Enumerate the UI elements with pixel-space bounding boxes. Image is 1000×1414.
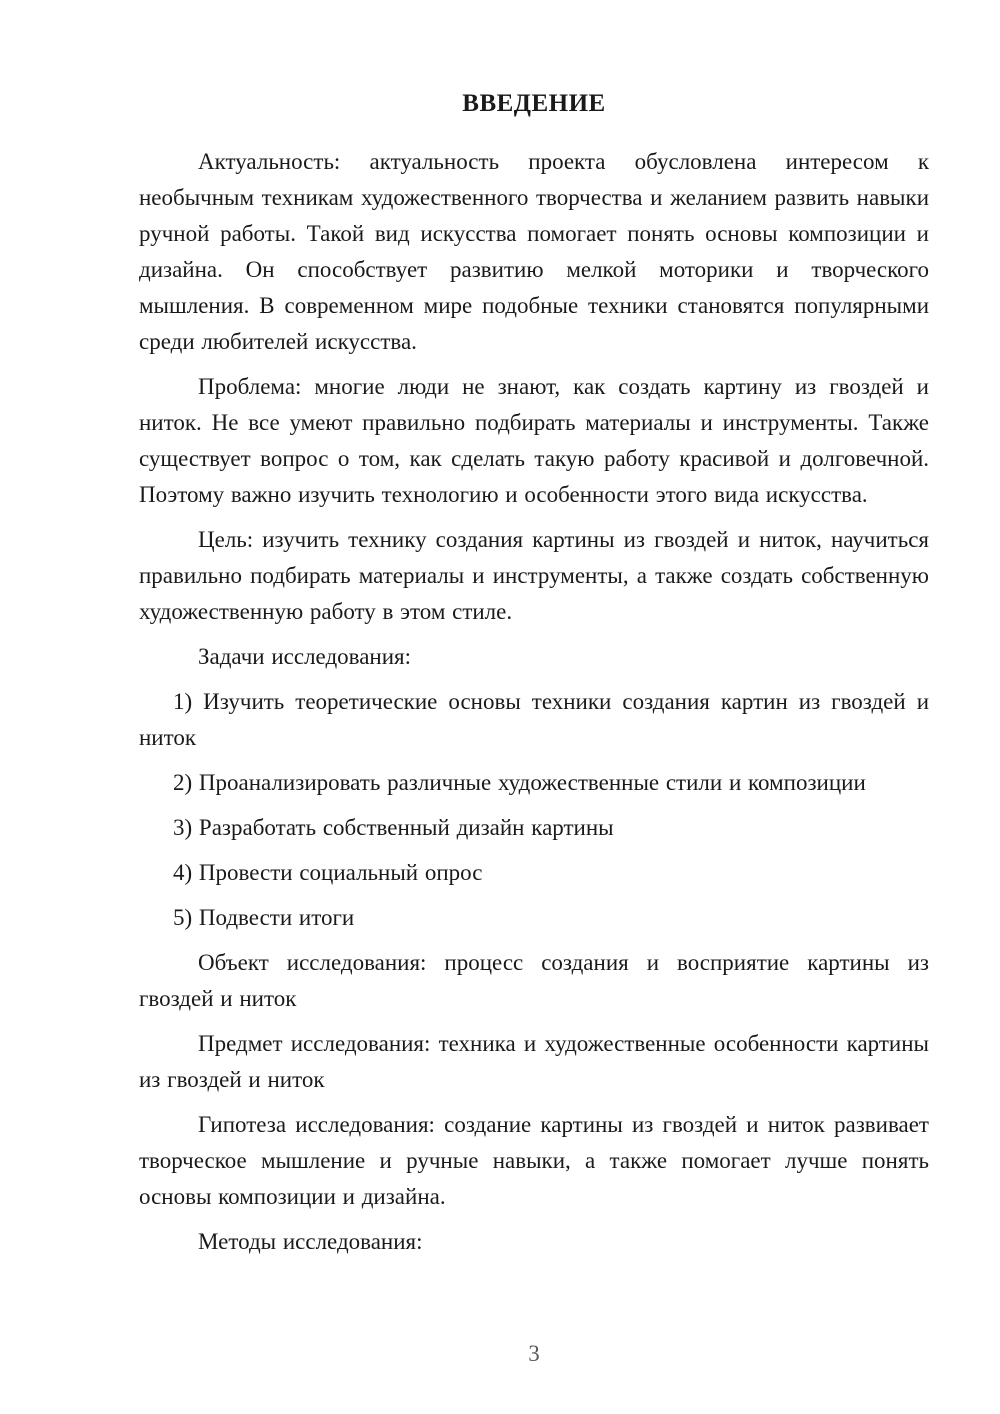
paragraph-goal: Цель: изучить технику создания картины из гвоздей и ниток, научиться правильно подбирать материалы и инструменты, а также создать собственную художественную работу в этом стиле. <box>139 527 929 624</box>
task-item-2: 2) Проанализировать различные художественные стили и композиции <box>173 770 866 795</box>
paragraph-object: Объект исследования: процесс создания и восприятие картины из гвоздей и ниток <box>139 950 929 1011</box>
page-title: ВВЕДЕНИЕ <box>462 90 606 117</box>
task-item-1: 1) Изучить теоретические основы техники создания картин из гвоздей и ниток <box>139 689 929 750</box>
paragraph-methods-heading: Методы исследования: <box>198 1229 423 1254</box>
task-item-3: 3) Разработать собственный дизайн картины <box>173 815 614 840</box>
paragraph-tasks-heading: Задачи исследования: <box>198 644 412 669</box>
page-number: 3 <box>528 1341 540 1366</box>
paragraph-relevance: Актуальность: актуальность проекта обусловлена интересом к необычным техникам художественного творчества и желанием развить навыки ручной работы. Такой вид искусства помогает понять основы композиции и дизайна. Он способствует развитию мелкой моторики и творческого мышления. В современном мире подобные техники становятся популярными среди любителей искусства. <box>139 149 929 354</box>
task-item-5: 5) Подвести итоги <box>173 905 355 930</box>
paragraph-subject: Предмет исследования: техника и художественные особенности картины из гвоздей и ниток <box>139 1031 929 1092</box>
paragraph-hypothesis: Гипотеза исследования: создание картины из гвоздей и ниток развивает творческое мышление и ручные навыки, а также помогает лучше понять основы композиции и дизайна. <box>139 1112 929 1209</box>
task-item-4: 4) Провести социальный опрос <box>173 860 483 885</box>
paragraph-problem: Проблема: многие люди не знают, как создать картину из гвоздей и ниток. Не все умеют правильно подбирать материалы и инструменты. Также существует вопрос о том, как сделать такую работу красивой и долговечной. Поэтому важно изучить технологию и особенности этого вида искусства. <box>139 374 929 507</box>
